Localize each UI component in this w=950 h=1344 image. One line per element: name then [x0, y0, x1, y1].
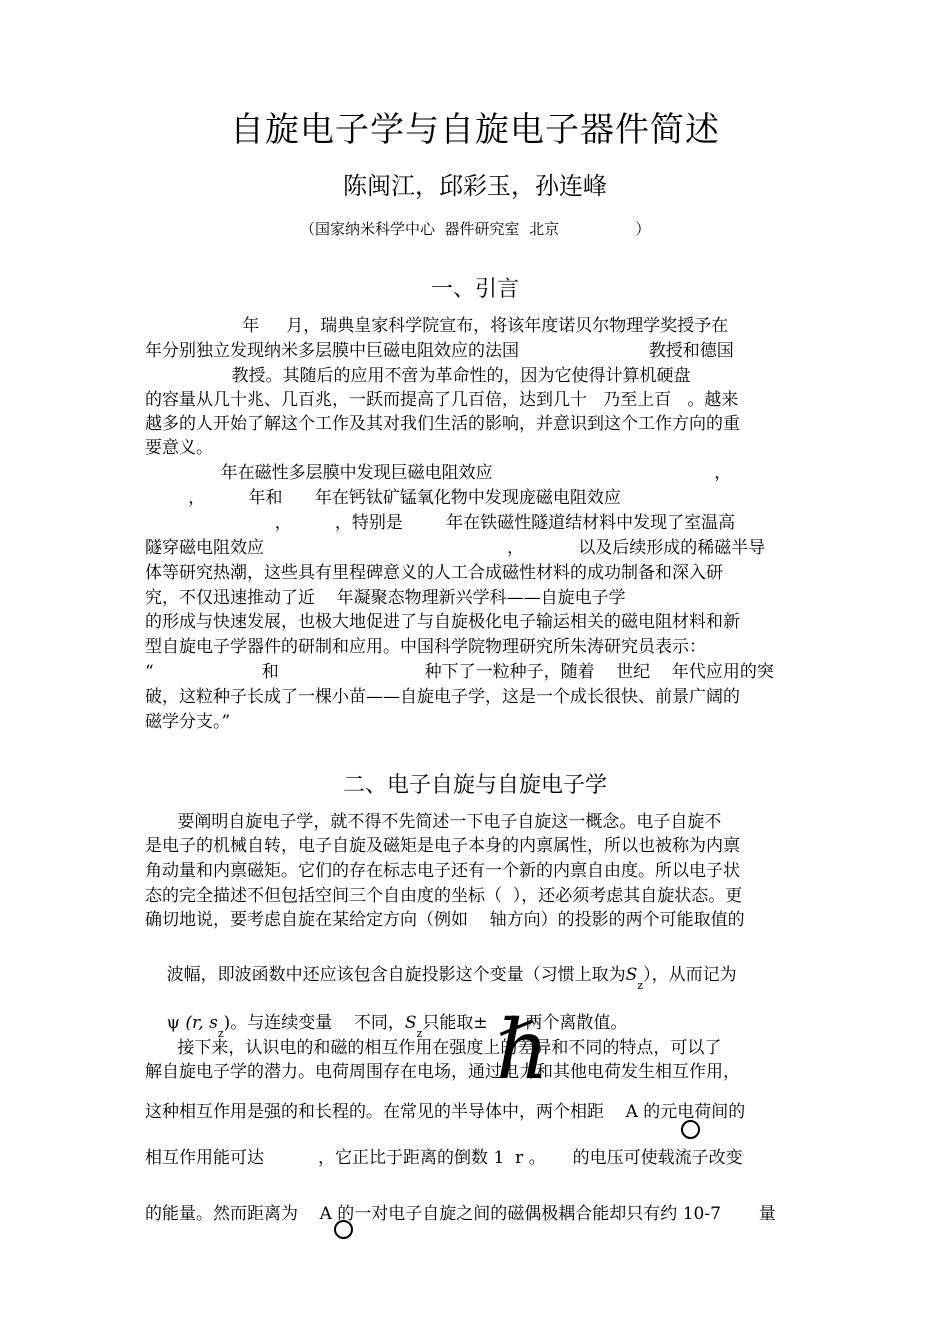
body-line: 这种相互作用是强的和长程的。在常见的半导体中，两个相距 A 的元电荷间的	[145, 1102, 746, 1122]
eq-tail: ），从而记为	[643, 965, 737, 985]
psi-symbol: ψ	[166, 1013, 180, 1033]
body-line: 接下来，认识电的和磁的相互作用在强度上的差异和不同的特点，可以了	[145, 1038, 722, 1058]
body-line: 态的完全描述不但包括空间三个自由度的坐标（ ），还必须考虑其自旋状态。更	[145, 886, 743, 906]
body-line: 的能量。然而距离为 A 的一对电子自旋之间的磁偶极耦合能却只有约 10-7 量	[145, 1204, 776, 1224]
eq-text: 只能取± 2 两个离散值。	[422, 1013, 628, 1033]
intro-line: 体等研究热潮，这些具有里程碑意义的人工合成磁性材料的成功制备和深入研	[145, 563, 723, 583]
equation-line-spin-projection	[145, 950, 737, 1001]
intro-line: 年 月，瑞典皇家科学院宣布，将该年度诺贝尔物理学奖授予在	[145, 316, 729, 336]
intro-line: 要意义。	[145, 438, 213, 458]
spin-symbol: S	[625, 965, 638, 985]
paper-title: 自旋电子学与自旋电子器件简述	[230, 110, 720, 150]
psi-close: )	[223, 1013, 231, 1033]
body-line: 要阐明自旋电子学，就不得不先简述一下电子自旋这一概念。电子自旋不	[145, 812, 722, 832]
body-line: 是电子的机械自转，电子自旋及磁矩是电子本身的内禀属性，所以也被称为内禀	[145, 836, 740, 856]
angstrom-ring-icon	[334, 1220, 353, 1239]
intro-line: ， 年和 年在钙钛矿锰氧化物中发现庞磁电阻效应	[145, 488, 621, 508]
angstrom-ring-icon	[681, 1120, 700, 1139]
intro-line: ， ，特别是 年在铁磁性隧道结材料中发现了室温高	[145, 513, 736, 533]
spin-subscript: z	[637, 979, 644, 992]
intro-line: 越多的人开始了解这个工作及其对我们生活的影响，并意识到这个工作方向的重	[145, 414, 740, 434]
spin-symbol: S	[404, 1013, 417, 1033]
intro-line: 的形成与快速发展，也极大地促进了与自旋极化电子输运相关的磁电阻材料和新	[145, 612, 740, 632]
intro-line: 破，这粒种子长成了一棵小苗——自旋电子学，这是一个成长很快、前景广阔的	[145, 687, 740, 707]
intro-line: 年分别独立发现纳米多层膜中巨磁电阻效应的法国 教授和德国	[145, 341, 734, 361]
intro-line: “ 和 种下了一粒种子，随着 世纪 年代应用的突	[145, 662, 774, 682]
body-line: 相互作用能可达 ，它正比于距离的倒数 1 r 。 的电压可使载流子改变	[145, 1148, 743, 1168]
eq-text: 波幅，即波函数中还应该包含自旋投影这个变量（习惯上取为	[166, 965, 626, 985]
intro-line: 年在磁性多层膜中发现巨磁电阻效应 ，	[145, 463, 732, 483]
intro-line: 教授。其随后的应用不啻为革命性的，因为它使得计算机硬盘	[145, 366, 691, 386]
intro-line: 型自旋电子学器件的研制和应用。中国科学院物理研究所朱涛研究员表示：	[145, 637, 706, 657]
body-line: 确切地说，要考虑自旋在某给定方向（例如 轴方向）的投影的两个可能取值的	[145, 910, 745, 930]
psi-args: (r, s	[185, 1013, 218, 1033]
psi-subscript: z	[217, 1027, 224, 1040]
section-heading-spin: 二、电子自旋与自旋电子学	[342, 773, 607, 798]
author-list: 陈闽江，邱彩玉，孙连峰	[343, 172, 607, 200]
intro-line: 的容量从几十兆、几百兆，一跃而提高了几百倍，达到几十 乃至上百 。越来	[145, 390, 739, 410]
section-heading-intro: 一、引言	[430, 277, 519, 302]
hbar-symbol: ℏ	[496, 1003, 549, 1098]
body-line: 角动量和内禀磁矩。它们的存在标志电子还有一个新的内禀自由度。所以电子状	[145, 861, 740, 881]
eq-text: 。与连续变量 不同，	[230, 1013, 405, 1033]
affiliation: （国家纳米科学中心 器件研究室 北京 ）	[300, 220, 651, 238]
intro-line: 磁学分支。”	[145, 712, 231, 732]
spin-subscript: z	[416, 1027, 423, 1040]
intro-line: 隧穿磁电阻效应 ， 以及后续形成的稀磁半导	[145, 538, 766, 558]
body-line: 解自旋电子学的潜力。电荷周围存在电场，通过电力和其他电荷发生相互作用，	[145, 1062, 740, 1082]
intro-line: 究，不仅迅速推动了近 年凝聚态物理新兴学科——自旋电子学	[145, 588, 626, 608]
